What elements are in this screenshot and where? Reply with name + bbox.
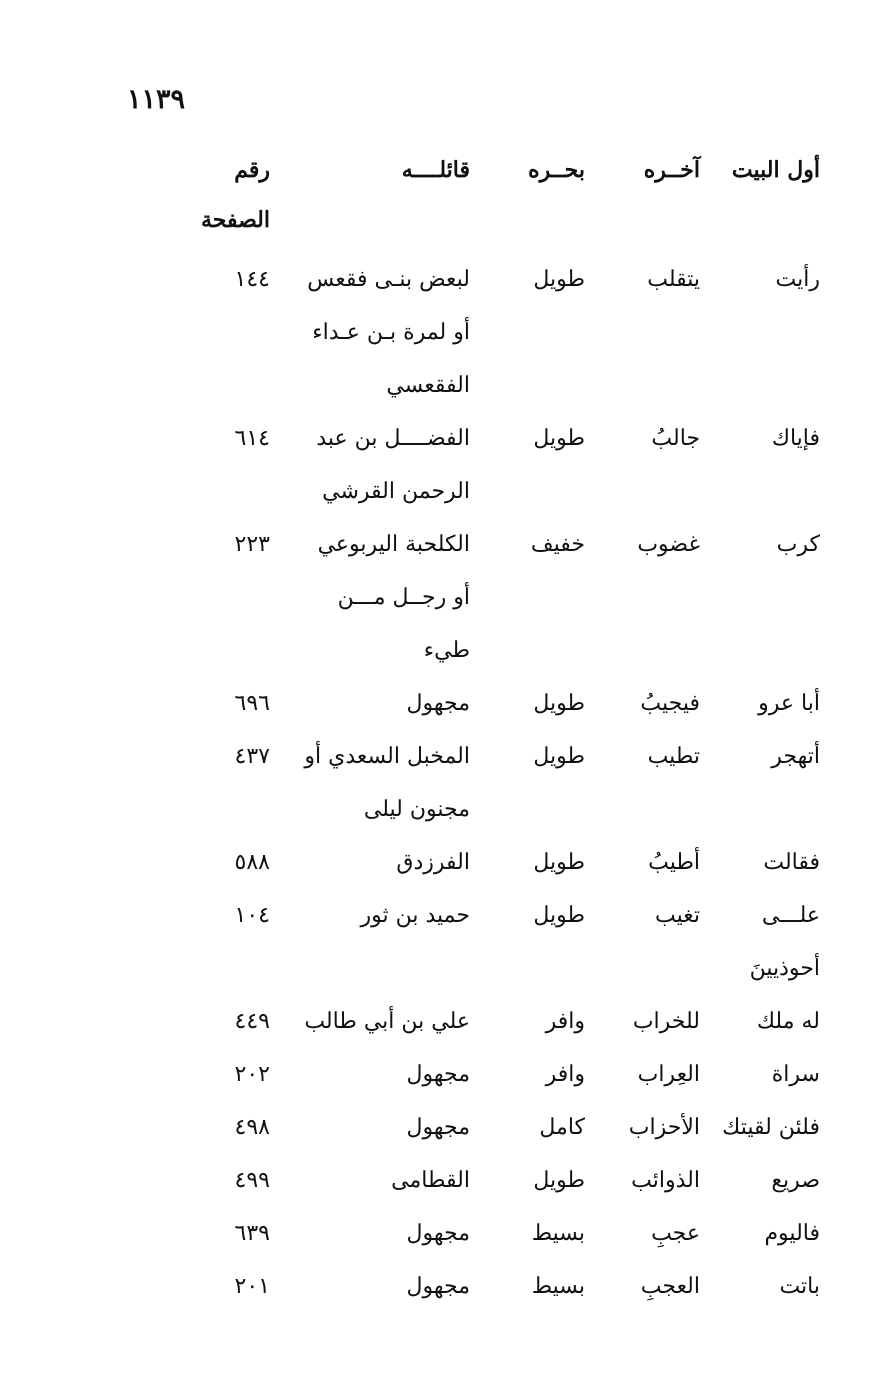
cell-last: أطيبُ bbox=[648, 850, 700, 875]
cell-page: ٤٣٧ bbox=[234, 744, 270, 769]
table-row bbox=[150, 465, 820, 518]
table-row bbox=[150, 359, 820, 412]
cell-poet: مجنون ليلى bbox=[363, 797, 470, 822]
table-row bbox=[150, 783, 820, 836]
cell-meter: كامل bbox=[539, 1115, 585, 1140]
cell-first: رأيت bbox=[775, 267, 820, 292]
header-poet: قائلــــه bbox=[401, 157, 470, 183]
cell-page: ٦٣٩ bbox=[234, 1221, 270, 1246]
cell-page bbox=[175, 783, 270, 836]
cell-poet: الفقعسي bbox=[386, 373, 470, 398]
cell-first: فإياك bbox=[771, 426, 820, 451]
cell-poet: المخبل السعدي أو bbox=[304, 744, 470, 769]
table-row bbox=[150, 1260, 820, 1313]
cell-poet: طيء bbox=[423, 638, 470, 663]
cell-page bbox=[175, 359, 270, 412]
cell-last: العجبِ bbox=[640, 1274, 700, 1299]
table-row bbox=[150, 1154, 820, 1207]
cell-last: تغيب bbox=[655, 903, 700, 928]
cell-page: ٢٠٢ bbox=[234, 1062, 270, 1087]
cell-page: ٤٤٩ bbox=[234, 1009, 270, 1034]
table-row bbox=[150, 836, 820, 889]
table-header bbox=[150, 145, 820, 245]
cell-last: الذوائب bbox=[631, 1168, 700, 1193]
cell-poet: مجهول bbox=[406, 1062, 470, 1087]
cell-page bbox=[175, 306, 270, 359]
cell-first: له ملك bbox=[756, 1009, 820, 1034]
cell-first bbox=[720, 783, 820, 836]
cell-first bbox=[720, 465, 820, 518]
table-row bbox=[150, 1048, 820, 1101]
cell-page: ٤٩٨ bbox=[234, 1115, 270, 1140]
cell-meter bbox=[490, 624, 585, 677]
table-row bbox=[150, 253, 820, 306]
cell-page: ١٠٤ bbox=[234, 903, 270, 928]
cell-poet: الرحمن القرشي bbox=[322, 479, 470, 504]
cell-meter bbox=[490, 306, 585, 359]
cell-first: أحوذيينَ bbox=[749, 956, 820, 981]
cell-last bbox=[605, 359, 700, 412]
cell-poet bbox=[290, 942, 470, 995]
cell-last: الأحزاب bbox=[628, 1115, 700, 1140]
cell-first: أتهجر bbox=[771, 744, 820, 769]
cell-meter bbox=[490, 571, 585, 624]
cell-first: فاليوم bbox=[764, 1221, 820, 1246]
cell-meter: طويل bbox=[533, 1168, 585, 1193]
cell-last: عجبِ bbox=[651, 1221, 700, 1246]
cell-poet: مجهول bbox=[406, 1221, 470, 1246]
cell-page: ٦١٤ bbox=[234, 426, 270, 451]
cell-last: غضوب bbox=[637, 532, 700, 557]
cell-poet: الكلحبة اليربوعي bbox=[317, 532, 470, 557]
cell-meter: طويل bbox=[533, 744, 585, 769]
cell-last: جالبُ bbox=[651, 426, 700, 451]
cell-meter bbox=[490, 359, 585, 412]
cell-meter bbox=[490, 783, 585, 836]
table-row bbox=[150, 571, 820, 624]
cell-first: أبا عرو bbox=[758, 691, 820, 716]
cell-poet: مجهول bbox=[406, 1274, 470, 1299]
cell-poet: حميد بن ثور bbox=[360, 903, 470, 928]
cell-first bbox=[720, 624, 820, 677]
cell-page bbox=[175, 465, 270, 518]
verse-index-table bbox=[150, 145, 820, 1313]
cell-last: العِراب bbox=[637, 1062, 700, 1087]
cell-first: علـــى bbox=[761, 903, 820, 928]
table-body bbox=[150, 253, 820, 1313]
cell-last bbox=[605, 571, 700, 624]
cell-meter: طويل bbox=[533, 903, 585, 928]
cell-last bbox=[605, 783, 700, 836]
cell-meter bbox=[490, 942, 585, 995]
cell-first bbox=[720, 359, 820, 412]
table-row bbox=[150, 942, 820, 995]
table-row bbox=[150, 306, 820, 359]
cell-last bbox=[605, 306, 700, 359]
cell-poet: أو رجــل مـــن bbox=[337, 585, 470, 610]
cell-meter: بسيط bbox=[531, 1221, 585, 1246]
cell-poet: علي بن أبي طالب bbox=[304, 1009, 470, 1034]
cell-first: كرب bbox=[776, 532, 820, 557]
cell-meter: طويل bbox=[533, 267, 585, 292]
cell-first: فلئن لقيتك bbox=[722, 1115, 820, 1140]
cell-last: تطيب bbox=[647, 744, 700, 769]
table-row bbox=[150, 889, 820, 942]
cell-poet: الفضــــل بن عبد bbox=[316, 426, 470, 451]
table-row bbox=[150, 412, 820, 465]
table-row bbox=[150, 624, 820, 677]
cell-meter: طويل bbox=[533, 691, 585, 716]
cell-last bbox=[605, 624, 700, 677]
cell-first bbox=[720, 571, 820, 624]
table-row bbox=[150, 1207, 820, 1260]
cell-meter: طويل bbox=[533, 426, 585, 451]
cell-last: للخراب bbox=[632, 1009, 700, 1034]
cell-poet: مجهول bbox=[406, 691, 470, 716]
table-row bbox=[150, 1101, 820, 1154]
cell-page bbox=[175, 942, 270, 995]
cell-meter bbox=[490, 465, 585, 518]
table-row bbox=[150, 995, 820, 1048]
cell-last: فيجيبُ bbox=[640, 691, 700, 716]
cell-meter: طويل bbox=[533, 850, 585, 875]
cell-meter: وافر bbox=[545, 1062, 585, 1087]
cell-poet: القطامى bbox=[391, 1168, 470, 1193]
cell-poet: مجهول bbox=[406, 1115, 470, 1140]
cell-meter: وافر bbox=[545, 1009, 585, 1034]
header-last: آخــره bbox=[643, 157, 700, 183]
cell-page: ٥٨٨ bbox=[234, 850, 270, 875]
cell-last bbox=[605, 942, 700, 995]
header-first: أول البيت bbox=[731, 157, 820, 183]
cell-meter: بسيط bbox=[531, 1274, 585, 1299]
header-meter: بحــره bbox=[528, 157, 585, 183]
cell-first: باتت bbox=[779, 1274, 820, 1299]
cell-page: ٤٩٩ bbox=[234, 1168, 270, 1193]
page-number: ١١٣٩ bbox=[127, 84, 186, 115]
cell-page: ٦٩٦ bbox=[234, 691, 270, 716]
cell-poet: أو لمرة بـن عـداء bbox=[312, 320, 470, 345]
cell-page bbox=[175, 571, 270, 624]
cell-meter: خفيف bbox=[530, 532, 585, 557]
cell-page bbox=[175, 624, 270, 677]
cell-first: فقالت bbox=[763, 850, 820, 875]
cell-last bbox=[605, 465, 700, 518]
table-row bbox=[150, 518, 820, 571]
cell-first: صريع bbox=[771, 1168, 820, 1193]
cell-poet: الفرزدق bbox=[396, 850, 470, 875]
cell-page: ٢٢٣ bbox=[234, 532, 270, 557]
cell-poet: لبعض بنـى فقعس bbox=[307, 267, 470, 292]
cell-last: يتقلب bbox=[647, 267, 700, 292]
table-row bbox=[150, 677, 820, 730]
cell-page: ١٤٤ bbox=[234, 267, 270, 292]
table-row bbox=[150, 730, 820, 783]
header-page: رقم الصفحة bbox=[200, 157, 270, 233]
cell-page: ٢٠١ bbox=[234, 1274, 270, 1299]
cell-first: سراة bbox=[771, 1062, 820, 1087]
cell-first bbox=[720, 306, 820, 359]
